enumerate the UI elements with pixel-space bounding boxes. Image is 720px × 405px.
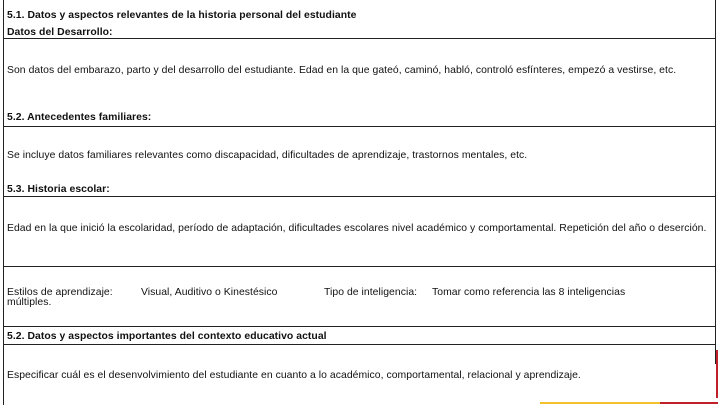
yellow-accent-bar xyxy=(540,402,660,404)
family-text: Se incluye datos familiares relevantes como discapacidad, dificultades de aprendizaje, trastornos mentales, etc. xyxy=(7,150,528,161)
divider-3 xyxy=(3,196,715,197)
red-accent-line xyxy=(716,350,718,398)
learning-styles-label: Estilos de aprendizaje: xyxy=(7,287,113,298)
section-5-2-family-title: 5.2. Antecedentes familiares: xyxy=(7,112,152,123)
divider-1 xyxy=(3,38,715,39)
section-5-2-context-title: 5.2. Datos y aspectos importantes del contexto educativo actual xyxy=(7,331,327,342)
divider-5 xyxy=(3,326,715,327)
development-text: Son datos del embarazo, parto y del desarrollo del estudiante. Edad en la que gateó, caminó, habló, controló esfínteres, empezó a vestirse, etc. xyxy=(7,65,677,76)
intelligence-text-cont: múltiples. xyxy=(7,297,52,308)
intelligence-label: Tipo de inteligencia: xyxy=(324,287,418,298)
section-5-1-title: 5.1. Datos y aspectos relevantes de la historia personal del estudiante xyxy=(7,10,357,21)
context-text: Especificar cuál es el desenvolvimiento del estudiante en cuanto a lo académico, comportamental, relacional y aprendizaje. xyxy=(7,370,581,381)
section-5-3-title: 5.3. Historia escolar: xyxy=(7,184,110,195)
intelligence-text: Tomar como referencia las 8 inteligencias xyxy=(432,287,626,298)
divider-6 xyxy=(3,344,715,345)
learning-styles-values: Visual, Auditivo o Kinestésico xyxy=(141,287,278,298)
school-history-text: Edad en la que inició la escolaridad, período de adaptación, dificultades escolares nivel académico y comportamental. Repetición del año o deserción. xyxy=(7,223,707,234)
development-subtitle: Datos del Desarrollo: xyxy=(7,27,113,38)
divider-4 xyxy=(3,266,715,267)
divider-2 xyxy=(3,126,715,127)
right-border xyxy=(715,0,716,364)
red-accent-bar xyxy=(660,402,718,404)
